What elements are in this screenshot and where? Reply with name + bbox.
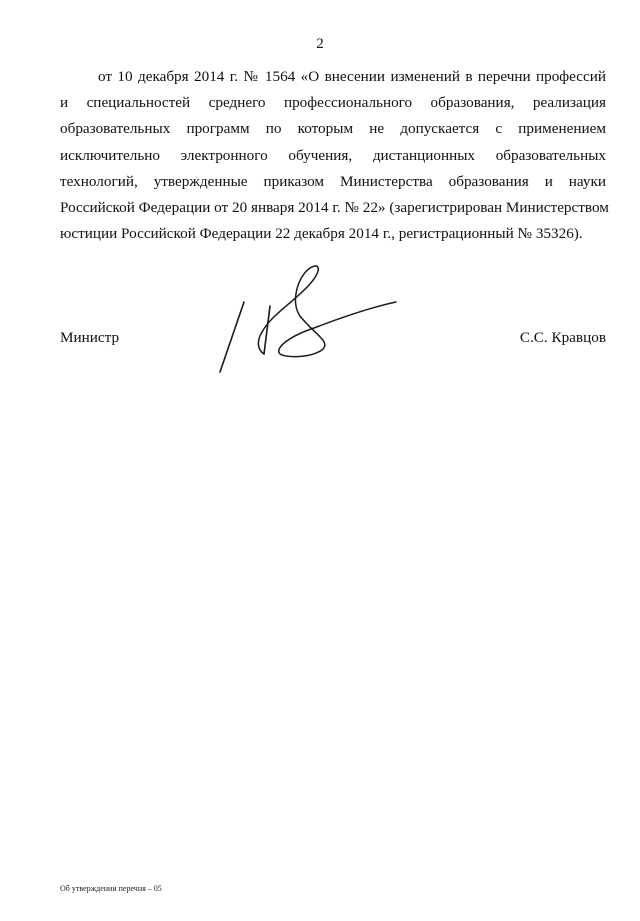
footer-note: Об утверждении перечня – 05	[60, 884, 162, 893]
signatory-name: С.С. Кравцов	[519, 329, 606, 346]
paragraph-line: исключительно электронного обучения, дистанционных образовательных	[60, 146, 606, 164]
body-paragraph	[60, 64, 609, 247]
paragraph-line: Российской Федерации от 20 января 2014 г. № 22» (зарегистрирован Министерством	[60, 199, 609, 217]
handwritten-signature	[210, 262, 410, 377]
paragraph-line: образовательных программ по которым не допускается с применением	[60, 120, 606, 138]
signatory-title: Министр	[60, 329, 120, 346]
paragraph-line: технологий, утвержденные приказом Министерства образования и науки	[60, 172, 606, 190]
paragraph-line: от 10 декабря 2014 г. № 1564 «О внесении изменений в перечни профессий	[98, 68, 606, 85]
paragraph-line: и специальностей среднего профессионального образования, реализация	[60, 94, 606, 112]
page-number: 2	[316, 36, 324, 52]
paragraph-line: юстиции Российской Федерации 22 декабря 2014 г., регистрационный № 35326).	[60, 225, 583, 243]
